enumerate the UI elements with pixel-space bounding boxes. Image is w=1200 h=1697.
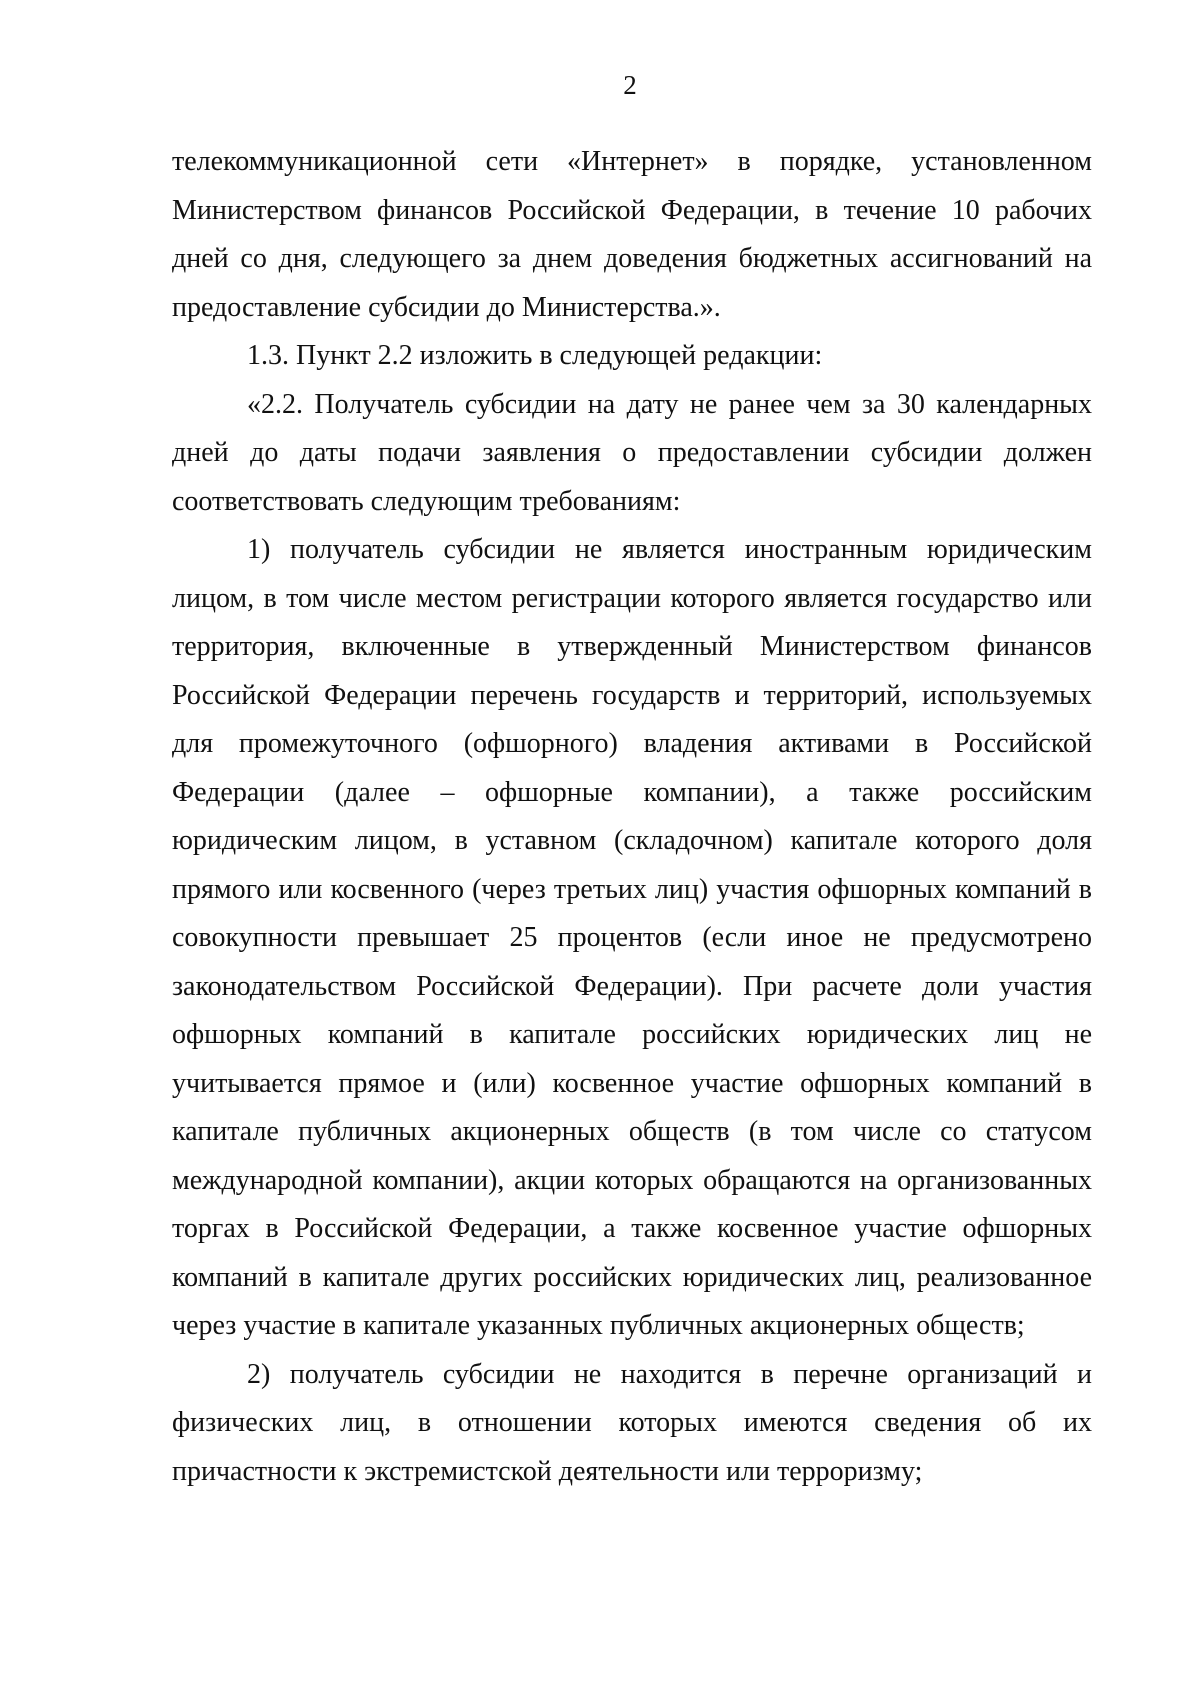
- paragraph-continuation: телекоммуникационной сети «Интернет» в порядке, установленном Министерством финансов Российской Федерации, в течение 10 рабочих дней со дня, следующего за днем доведения бюджетных ассигнований на предоставление субсидии до Министерства.».: [172, 146, 1092, 323]
- paragraph-item-2-2: «2.2. Получатель субсидии на дату не ранее чем за 30 календарных дней до даты подачи заявления о предоставлении субсидии должен соответствовать следующим требованиям:: [172, 388, 1092, 517]
- page-number: 2: [623, 70, 637, 100]
- document-body: [172, 138, 1092, 1496]
- paragraph-requirement-2: 2) получатель субсидии не находится в перечне организаций и физических лиц, в отношении которых имеются сведения об их причастности к экстремистской деятельности или терроризму;: [172, 1358, 1092, 1487]
- paragraph-requirement-1: 1) получатель субсидии не является иностранным юридическим лицом, в том числе местом регистрации которого является государство или территория, включенные в утвержденный Министерством финансов Российской Федерации перечень государств и территорий, используемых для промежуточного (офшорного) владения активами в Российской Федерации (далее – офшорные компании), а также российским юридическим лицом, в уставном (складочном) капитале которого доля прямого или косвенного (через третьих лиц) участия офшорных компаний в совокупности превышает 25 процентов (если иное не предусмотрено законодательством Российской Федерации). При расчете доли участия офшорных компаний в капитале российских юридических лиц не учитывается прямое и (или) косвенное участие офшорных компаний в капитале публичных акционерных обществ (в том числе со статусом международной компании), акции которых обращаются на организованных торгах в Российской Федерации, а также косвенное участие офшорных компаний в капитале других российских юридических лиц, реализованное через участие в капитале указанных публичных акционерных обществ;: [172, 534, 1092, 1341]
- paragraph-item-1-3: 1.3. Пункт 2.2 изложить в следующей редакции:: [247, 340, 823, 371]
